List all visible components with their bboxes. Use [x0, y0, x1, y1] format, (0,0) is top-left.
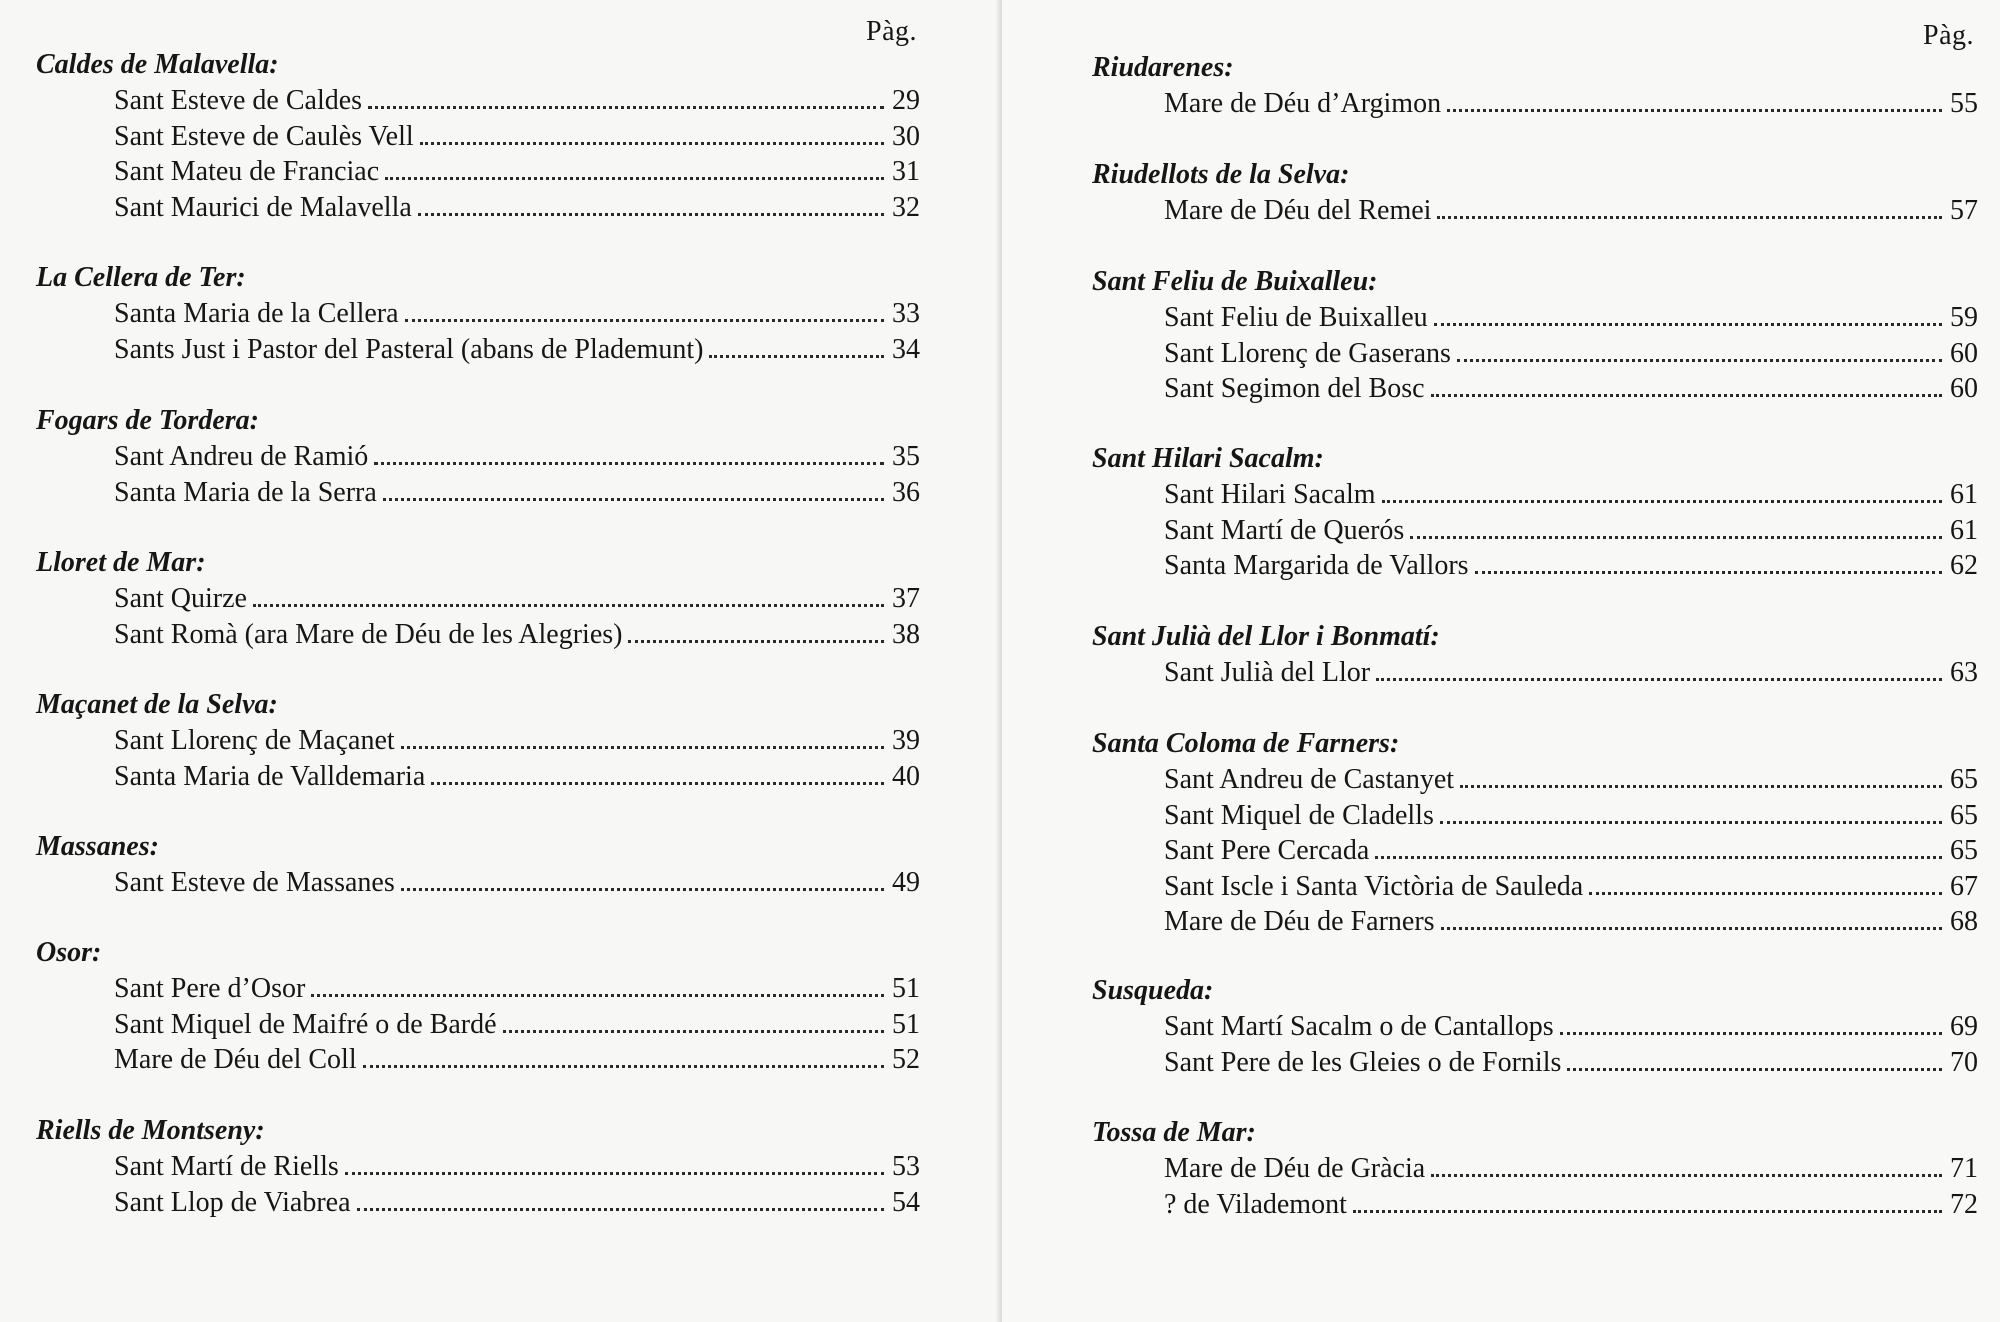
dot-leader — [385, 177, 884, 180]
entry-title: Sant Mateu de Franciac — [114, 156, 380, 187]
entry-title: Mare de Déu del Remei — [1164, 195, 1432, 226]
index-entry — [36, 1185, 920, 1221]
dot-leader — [1437, 216, 1942, 219]
section-heading: Riudellots de la Selva: — [1092, 159, 1350, 190]
entry-title: Sant Hilari Sacalm — [1164, 479, 1376, 510]
index-entry — [36, 296, 920, 332]
index-entry — [1092, 904, 1978, 940]
dot-leader — [420, 142, 884, 145]
entry-page: 34 — [892, 333, 920, 365]
entry-title: Sant Llop de Viabrea — [114, 1186, 351, 1218]
entry-title: Sant Miquel de Maifré o de Bardé — [114, 1008, 497, 1040]
entry-page: 61 — [1950, 479, 1978, 510]
index-entry — [36, 190, 920, 226]
index-entry — [36, 332, 920, 368]
index-entry — [36, 83, 920, 119]
index-entry — [1092, 477, 1978, 513]
entry-page: 69 — [1950, 1011, 1978, 1042]
entry-title: Santa Maria de la Cellera — [114, 298, 399, 329]
entry-page: 35 — [892, 441, 920, 472]
index-entry — [36, 439, 920, 475]
entry-page: 70 — [1950, 1046, 1978, 1078]
entry-page: 60 — [1950, 373, 1978, 404]
dot-leader — [401, 888, 884, 891]
entry-page: 65 — [1950, 835, 1978, 866]
entry-page: 72 — [1950, 1188, 1978, 1220]
section-heading: La Cellera de Ter: — [36, 262, 246, 293]
entry-title: Sant Martí de Querós — [1164, 514, 1405, 546]
entry-page: 53 — [892, 1151, 920, 1182]
index-entry — [1092, 1187, 1978, 1223]
dot-leader — [345, 1172, 884, 1175]
dot-leader — [1460, 785, 1942, 788]
entry-title: Santa Maria de Valldemaria — [114, 760, 426, 792]
entry-page: 59 — [1950, 302, 1978, 333]
index-entry — [1092, 1045, 1978, 1081]
entry-page: 71 — [1950, 1153, 1978, 1184]
dot-leader — [1382, 500, 1942, 503]
section-heading: Fogars de Tordera: — [36, 405, 259, 436]
entry-page: 29 — [892, 85, 920, 116]
entry-title: Sant Feliu de Buixalleu — [1164, 302, 1428, 333]
entry-title: ? de Vilademont — [1164, 1188, 1347, 1220]
entry-page: 57 — [1950, 195, 1978, 226]
dot-leader — [363, 1065, 884, 1068]
entry-title: Sant Pere de les Gleies o de Fornils — [1164, 1046, 1562, 1078]
entry-title: Sant Romà (ara Mare de Déu de les Alegries) — [114, 618, 623, 650]
index-entry — [36, 581, 920, 617]
dot-leader — [1447, 109, 1942, 112]
dot-leader — [383, 498, 884, 501]
index-entry — [36, 119, 920, 155]
index-entry — [36, 617, 920, 653]
dot-leader — [628, 640, 884, 643]
entry-page: 49 — [892, 867, 920, 898]
section-heading: Massanes: — [36, 831, 159, 862]
dot-leader — [311, 994, 884, 997]
index-section — [1092, 619, 1978, 691]
dot-leader — [1353, 1210, 1942, 1213]
entry-title: Sant Esteve de Caulès Vell — [114, 120, 414, 152]
index-entry — [1092, 1009, 1978, 1045]
index-entry — [36, 475, 920, 511]
dot-leader — [1441, 927, 1942, 930]
index-section — [1092, 264, 1978, 407]
entry-title: Mare de Déu de Gràcia — [1164, 1153, 1426, 1184]
entry-title: Sant Iscle i Santa Victòria de Sauleda — [1164, 870, 1584, 902]
dot-leader — [357, 1208, 884, 1211]
index-section — [36, 47, 920, 225]
index-entry — [36, 1042, 920, 1078]
entry-title: Sant Esteve de Massanes — [114, 867, 395, 898]
dot-leader — [1431, 394, 1942, 397]
dot-leader — [1560, 1032, 1942, 1035]
index-entry — [1092, 548, 1978, 584]
section-heading: Tossa de Mar: — [1092, 1117, 1256, 1148]
dot-leader — [368, 106, 884, 109]
index-entry — [1092, 1151, 1978, 1187]
index-section — [1092, 726, 1978, 940]
entry-title: Sant Miquel de Cladells — [1164, 799, 1434, 831]
dot-leader — [418, 213, 884, 216]
entry-page: 38 — [892, 618, 920, 650]
section-heading: Lloret de Mar: — [36, 547, 206, 578]
index-section — [36, 829, 920, 901]
entry-page: 33 — [892, 298, 920, 329]
index-entry — [1092, 336, 1978, 372]
index-section — [36, 687, 920, 794]
dot-leader — [1475, 571, 1942, 574]
entry-page: 36 — [892, 476, 920, 508]
entry-title: Mare de Déu de Farners — [1164, 906, 1435, 937]
entry-page: 65 — [1950, 799, 1978, 831]
index-entry — [36, 154, 920, 190]
entry-page: 52 — [892, 1044, 920, 1075]
dot-leader — [1589, 892, 1942, 895]
section-heading: Riells de Montseny: — [36, 1115, 265, 1146]
index-entry — [1092, 655, 1978, 691]
dot-leader — [253, 604, 884, 607]
entry-page: 67 — [1950, 870, 1978, 902]
entry-title: Sant Pere Cercada — [1164, 835, 1370, 866]
index-entry — [1092, 86, 1978, 122]
entry-page: 39 — [892, 725, 920, 756]
dot-leader — [1440, 821, 1942, 824]
section-heading: Osor: — [36, 937, 102, 968]
entry-page: 40 — [892, 760, 920, 792]
index-section — [36, 260, 920, 367]
dot-leader — [1567, 1068, 1942, 1071]
index-entry — [36, 723, 920, 759]
index-entry — [1092, 371, 1978, 407]
entry-page: 32 — [892, 191, 920, 223]
entry-title: Sants Just i Pastor del Pasteral (abans de Plademunt) — [114, 333, 704, 365]
entry-title: Sant Maurici de Malavella — [114, 191, 412, 223]
entry-title: Santa Maria de la Serra — [114, 476, 377, 508]
dot-leader — [709, 355, 884, 358]
entry-title: Sant Quirze — [114, 583, 247, 614]
entry-title: Sant Andreu de Castanyet — [1164, 764, 1455, 795]
index-section — [1092, 973, 1978, 1080]
index-entry — [1092, 798, 1978, 834]
dot-leader — [1431, 1174, 1942, 1177]
section-heading: Caldes de Malavella: — [36, 49, 279, 80]
entry-title: Sant Llorenç de Maçanet — [114, 725, 395, 756]
entry-title: Sant Andreu de Ramió — [114, 441, 369, 472]
entry-page: 63 — [1950, 657, 1978, 688]
index-entry — [36, 865, 920, 901]
entry-title: Sant Pere d’Osor — [114, 973, 306, 1004]
index-entry — [36, 1149, 920, 1185]
entry-page: 51 — [892, 1008, 920, 1040]
dot-leader — [1410, 536, 1942, 539]
index-section — [36, 403, 920, 510]
index-entry — [36, 971, 920, 1007]
section-heading: Susqueda: — [1092, 975, 1214, 1006]
index-section — [1092, 1115, 1978, 1222]
section-heading: Riudarenes: — [1092, 52, 1234, 83]
index-section — [1092, 50, 1978, 122]
section-heading: Sant Feliu de Buixalleu: — [1092, 266, 1378, 297]
section-heading: Sant Julià del Llor i Bonmatí: — [1092, 621, 1440, 652]
entry-page: 65 — [1950, 764, 1978, 795]
dot-leader — [405, 319, 884, 322]
index-section — [36, 935, 920, 1078]
dot-leader — [401, 746, 884, 749]
entry-title: Sant Llorenç de Gaserans — [1164, 337, 1451, 369]
entry-page: 31 — [892, 156, 920, 187]
entry-page: 61 — [1950, 514, 1978, 546]
section-heading: Maçanet de la Selva: — [36, 689, 278, 720]
entry-page: 51 — [892, 973, 920, 1004]
entry-title: Santa Margarida de Vallors — [1164, 550, 1469, 581]
dot-leader — [374, 462, 884, 465]
index-section — [1092, 157, 1978, 229]
dot-leader — [1457, 359, 1942, 362]
dot-leader — [431, 782, 884, 785]
entry-title: Sant Segimon del Bosc — [1164, 373, 1425, 404]
index-entry — [1092, 513, 1978, 549]
index-entry — [1092, 300, 1978, 336]
index-entry — [1092, 193, 1978, 229]
entry-title: Mare de Déu d’Argimon — [1164, 88, 1442, 119]
left-page-pag-label: Pàg. — [866, 16, 917, 47]
entry-page: 62 — [1950, 550, 1978, 581]
entry-title: Sant Julià del Llor — [1164, 657, 1371, 688]
entry-title: Mare de Déu del Coll — [114, 1044, 357, 1075]
dot-leader — [1375, 856, 1942, 859]
entry-page: 60 — [1950, 337, 1978, 369]
entry-title: Sant Esteve de Caldes — [114, 85, 363, 116]
index-entry — [1092, 762, 1978, 798]
index-section — [36, 1113, 920, 1220]
section-heading: Santa Coloma de Farners: — [1092, 728, 1400, 759]
index-entry — [36, 759, 920, 795]
entry-page: 30 — [892, 120, 920, 152]
right-page-pag-label: Pàg. — [1923, 20, 1974, 51]
entry-page: 68 — [1950, 906, 1978, 937]
index-section — [36, 545, 920, 652]
entry-title: Sant Martí de Riells — [114, 1151, 339, 1182]
index-section — [1092, 441, 1978, 584]
index-entry — [1092, 869, 1978, 905]
dot-leader — [1434, 323, 1942, 326]
section-heading: Sant Hilari Sacalm: — [1092, 443, 1324, 474]
right-page — [1002, 0, 2000, 1322]
entry-page: 54 — [892, 1186, 920, 1218]
entry-page: 55 — [1950, 88, 1978, 119]
entry-page: 37 — [892, 583, 920, 614]
dot-leader — [503, 1030, 884, 1033]
index-entry — [1092, 833, 1978, 869]
entry-title: Sant Martí Sacalm o de Cantallops — [1164, 1011, 1554, 1042]
dot-leader — [1376, 678, 1942, 681]
index-entry — [36, 1007, 920, 1043]
